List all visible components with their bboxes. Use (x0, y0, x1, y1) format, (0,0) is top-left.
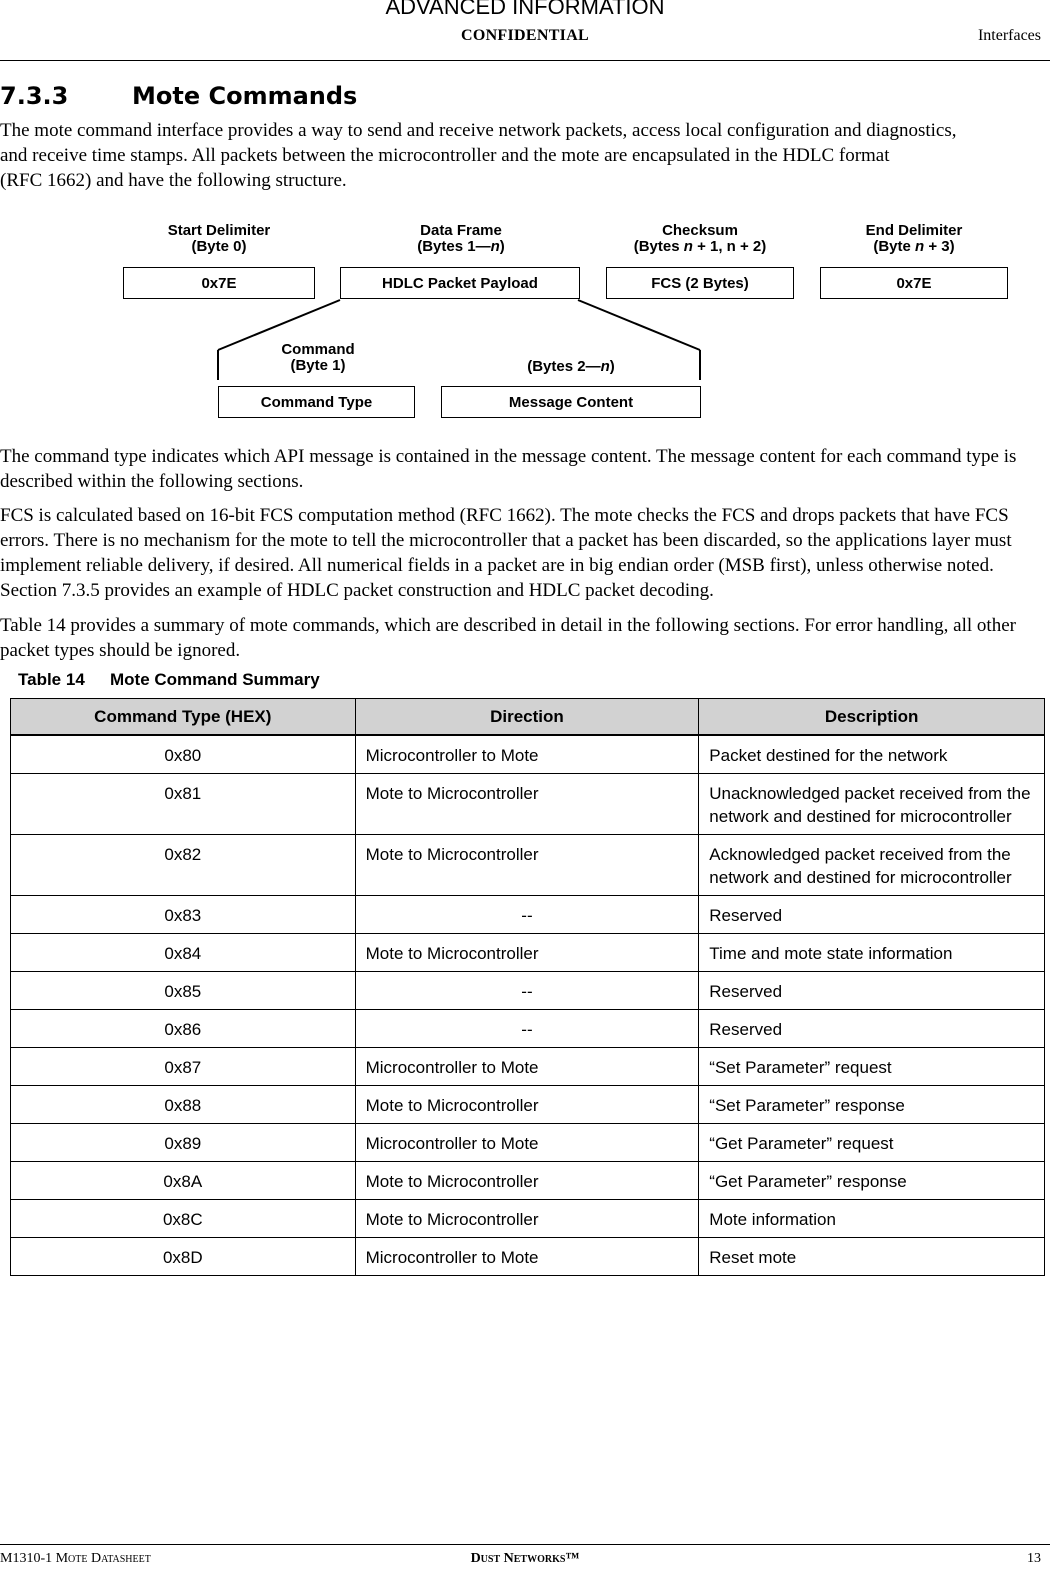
paragraph-command-type: The command type indicates which API message is contained in the message content. The message content for each command type is described within the following sections. (0, 446, 1017, 492)
cell-command-type: 0x85 (11, 972, 356, 1010)
cell-description: “Set Parameter” request (699, 1048, 1045, 1086)
cell-description: “Set Parameter” response (699, 1086, 1045, 1124)
data-frame-bytes: (Bytes 1—n) (417, 238, 505, 255)
cell-command-type: 0x89 (11, 1124, 356, 1162)
cell-command-type: 0x87 (11, 1048, 356, 1086)
footer-rule (0, 1544, 1050, 1545)
table-row (11, 1162, 1045, 1200)
cell-description: Packet destined for the network (699, 735, 1045, 774)
cell-direction: Microcontroller to Mote (355, 1238, 699, 1276)
cell-direction: Mote to Microcontroller (355, 934, 699, 972)
mote-command-summary-table (10, 698, 1045, 1276)
header-rule (0, 60, 1050, 61)
cell-command-type: 0x88 (11, 1086, 356, 1124)
cell-command-type: 0x8A (11, 1162, 356, 1200)
cell-direction: -- (355, 972, 699, 1010)
cell-command-type: 0x83 (11, 896, 356, 934)
cell-direction: -- (355, 896, 699, 934)
cell-command-type: 0x82 (11, 835, 356, 896)
command-label (218, 342, 418, 374)
table-row (11, 1048, 1045, 1086)
hdlc-payload-box: HDLC Packet Payload (340, 267, 580, 299)
checksum-title: Checksum (662, 222, 738, 239)
table-row (11, 1200, 1045, 1238)
cell-direction: Mote to Microcontroller (355, 1200, 699, 1238)
cell-description: “Get Parameter” response (699, 1162, 1045, 1200)
start-delimiter-box: 0x7E (123, 267, 315, 299)
cell-direction: Microcontroller to Mote (355, 735, 699, 774)
intro-paragraph (0, 118, 1048, 193)
message-content-label: (Bytes 2—n) (527, 358, 615, 375)
table-row (11, 972, 1045, 1010)
cell-direction: -- (355, 1010, 699, 1048)
section-heading (0, 80, 357, 112)
table-row (11, 1124, 1045, 1162)
intro-line: The mote command interface provides a way to send and receive network packets, access local configuration and diagnostics, (0, 120, 957, 141)
cell-description: Mote information (699, 1200, 1045, 1238)
cell-description: Reset mote (699, 1238, 1045, 1276)
data-frame-title: Data Frame (420, 222, 502, 239)
header-description: Description (699, 699, 1045, 736)
footer-company: Dust Networks™ (470, 1551, 580, 1566)
message-content-box: Message Content (441, 386, 701, 418)
cell-command-type: 0x81 (11, 774, 356, 835)
paragraph-fcs: FCS is calculated based on 16-bit FCS computation method (RFC 1662). The mote checks the FCS and drops packets that have FCS errors. There is no mechanism for the mote to tell the microcontroller that a packet has been discarded, so the applications layer must implement reliable delivery, if desired. All numerical fields in a packet are in big endian order (MSB first), unless otherwise noted. Section 7.3.5 provides an example of HDLC packet construction and HDLC packet decoding. (0, 505, 1012, 601)
cell-direction: Microcontroller to Mote (355, 1048, 699, 1086)
data-frame-label (341, 223, 581, 255)
table-caption (18, 668, 320, 692)
table-row (11, 896, 1045, 934)
header-command-type: Command Type (HEX) (11, 699, 356, 736)
table-row (11, 1086, 1045, 1124)
table-caption-number: Table 14 (18, 670, 85, 689)
cell-direction: Mote to Microcontroller (355, 835, 699, 896)
cell-direction: Microcontroller to Mote (355, 1124, 699, 1162)
start-delimiter-title: Start Delimiter (167, 222, 271, 239)
page-number: 13 (1027, 1551, 1041, 1566)
cell-description: Reserved (699, 896, 1045, 934)
cell-command-type: 0x80 (11, 735, 356, 774)
table-row (11, 1238, 1045, 1276)
end-delimiter-box: 0x7E (820, 267, 1008, 299)
cell-command-type: 0x8D (11, 1238, 356, 1276)
paragraph-table-intro: Table 14 provides a summary of mote commands, which are described in detail in the following sections. For error handling, all other packet types should be ignored. (0, 615, 1016, 661)
cell-command-type: 0x8C (11, 1200, 356, 1238)
command-title: Command (281, 341, 355, 358)
connector-right-diagonal (578, 300, 700, 350)
table-row (11, 1010, 1045, 1048)
checksum-label (606, 223, 794, 255)
end-delimiter-label (820, 223, 1008, 255)
table-row (11, 934, 1045, 972)
section-name: Interfaces (977, 27, 1041, 44)
table-row (11, 835, 1045, 896)
cell-direction: Mote to Microcontroller (355, 774, 699, 835)
cell-command-type: 0x86 (11, 1010, 356, 1048)
start-delimiter-label (123, 223, 315, 255)
checksum-bytes: (Bytes n + 1, n + 2) (633, 238, 767, 255)
watermark-advanced-information: ADVANCED INFORMATION (385, 0, 665, 19)
cell-description: Time and mote state information (699, 934, 1045, 972)
command-type-box: Command Type (218, 386, 415, 418)
table-body (11, 735, 1045, 1276)
footer-doc-title: M1310-1 Mote Datasheet (0, 1551, 151, 1566)
intro-line: and receive time stamps. All packets between the microcontroller and the mote are encapsulated in the HDLC format (0, 145, 890, 166)
section-title: Mote Commands (132, 82, 358, 110)
header-direction: Direction (355, 699, 699, 736)
table-row (11, 774, 1045, 835)
cell-description: Reserved (699, 972, 1045, 1010)
end-delimiter-title: End Delimiter (865, 222, 963, 239)
start-delimiter-bytes: (Byte 0) (191, 238, 247, 255)
cell-direction: Mote to Microcontroller (355, 1086, 699, 1124)
section-number: 7.3.3 (0, 82, 69, 110)
table-row (11, 735, 1045, 774)
command-bytes: (Byte 1) (290, 357, 346, 374)
cell-command-type: 0x84 (11, 934, 356, 972)
fcs-box: FCS (2 Bytes) (606, 267, 794, 299)
confidential-label: CONFIDENTIAL (460, 27, 590, 44)
packet-structure-diagram (0, 210, 1050, 435)
intro-line: (RFC 1662) and have the following structure. (0, 170, 347, 191)
cell-description: Unacknowledged packet received from the network and destined for microcontroller (699, 774, 1045, 835)
table-header-row (11, 699, 1045, 736)
cell-description: Reserved (699, 1010, 1045, 1048)
cell-description: “Get Parameter” request (699, 1124, 1045, 1162)
table-caption-title: Mote Command Summary (110, 670, 320, 689)
end-delimiter-bytes: (Byte n + 3) (873, 238, 955, 255)
cell-description: Acknowledged packet received from the network and destined for microcontroller (699, 835, 1045, 896)
cell-direction: Mote to Microcontroller (355, 1162, 699, 1200)
